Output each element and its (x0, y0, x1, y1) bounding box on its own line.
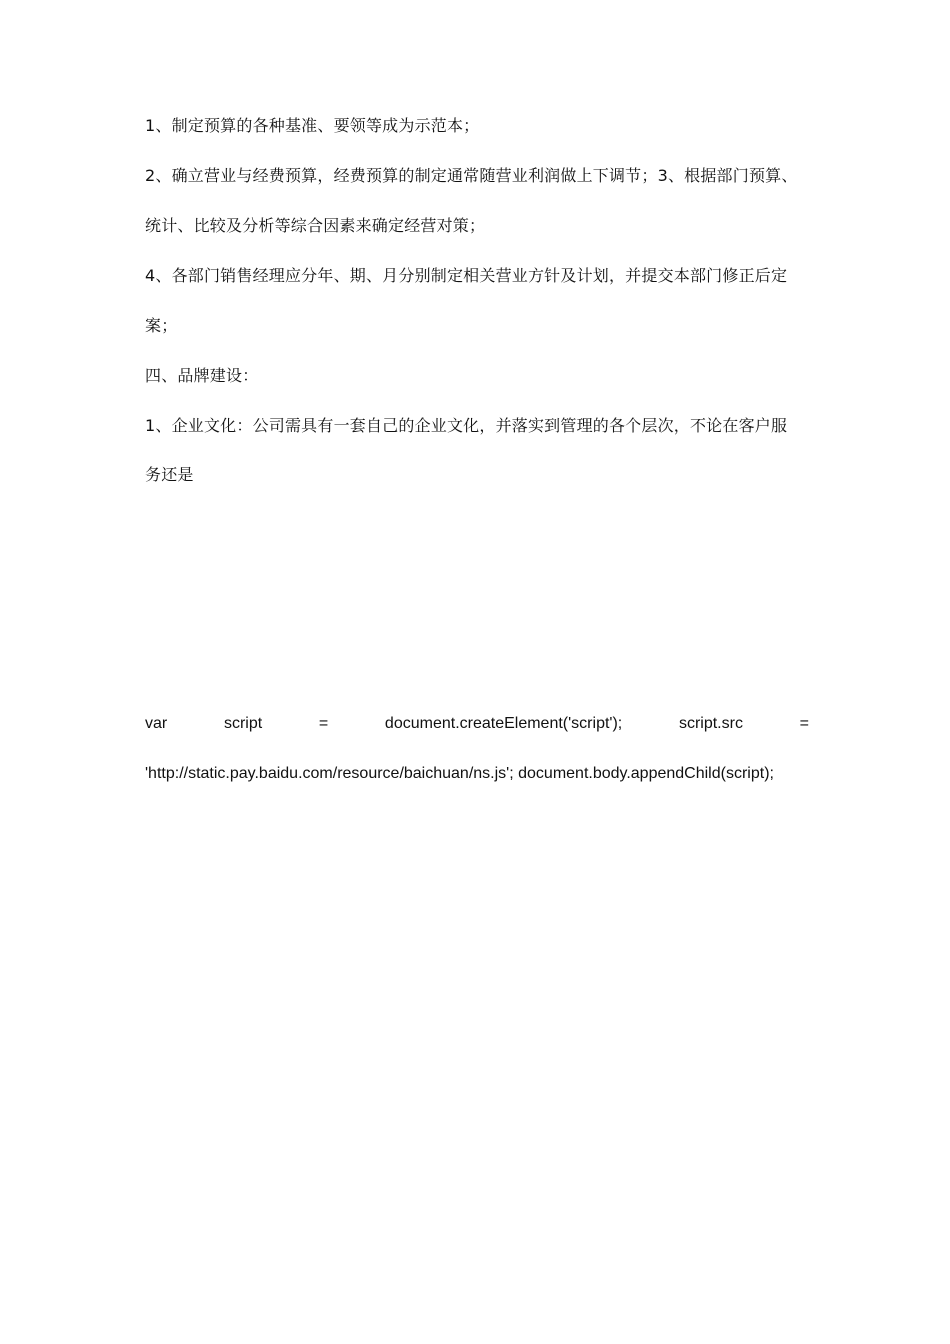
paragraph-line: 务还是 (145, 465, 194, 484)
script-code-line (145, 714, 809, 734)
script-code-line: 'http://static.pay.baidu.com/resource/baichuan/ns.js'; document.body.appendChild(script); (145, 765, 774, 782)
paragraph-line: 1、制定预算的各种基准、要领等成为示范本； (145, 116, 480, 135)
code-token: script (223, 715, 263, 732)
paragraph-line: 4、各部门销售经理应分年、期、月分别制定相关营业方针及计划，并提交本部门修正后定 (145, 266, 788, 285)
code-token: = (318, 715, 329, 732)
code-token: = (799, 715, 809, 732)
code-token: script.src (678, 715, 743, 732)
code-token: var (145, 715, 168, 732)
paragraph-line: 统计、比较及分析等综合因素来确定经营对策； (145, 216, 486, 235)
code-token: document.createElement('script'); (384, 715, 623, 732)
paragraph-line: 案； (145, 316, 178, 335)
section-heading: 四、品牌建设： (145, 366, 259, 385)
paragraph-line: 1、企业文化：公司需具有一套自己的企业文化，并落实到管理的各个层次，不论在客户服 (145, 416, 788, 435)
paragraph-line: 2、确立营业与经费预算，经费预算的制定通常随营业利润做上下调节；3、根据部门预算、 (145, 166, 798, 185)
